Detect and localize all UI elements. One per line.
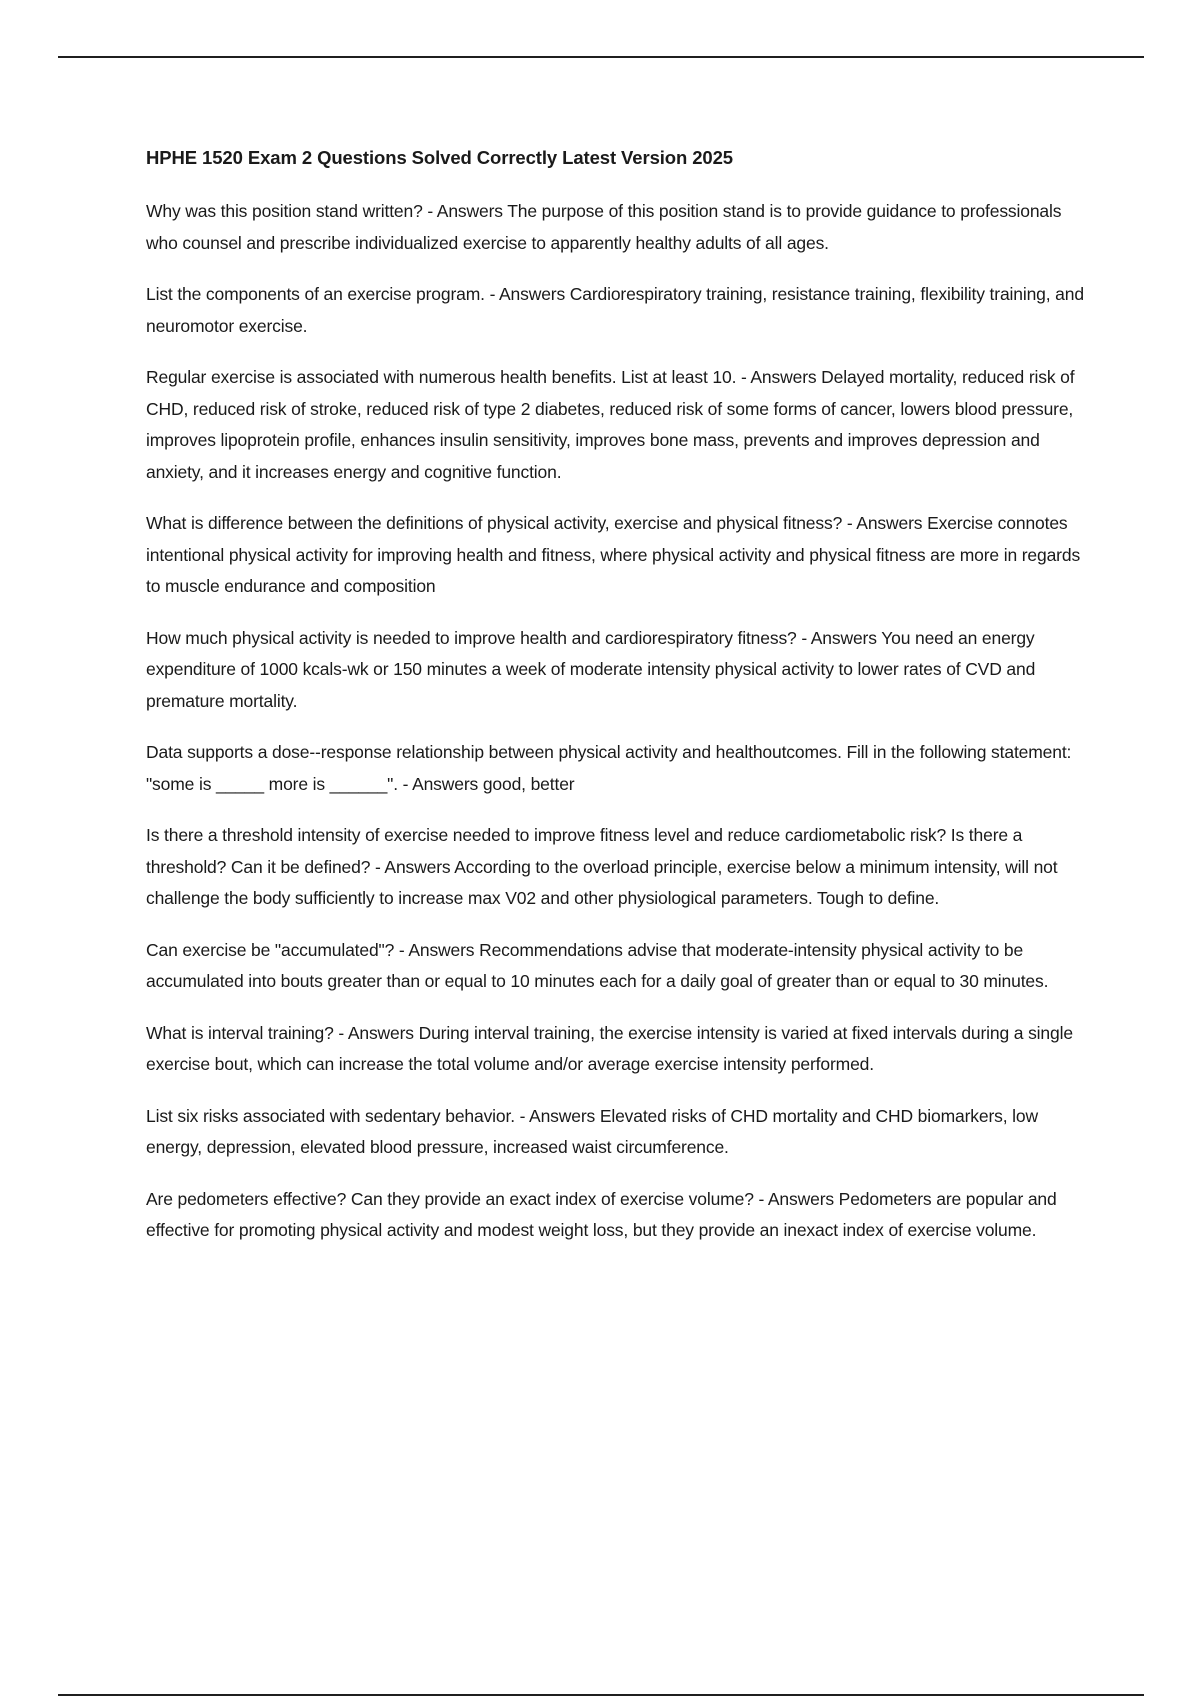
- qa-item: How much physical activity is needed to improve health and cardiorespiratory fitness? - Answers You need an energy expenditure of 1000 kcals-wk or 150 minutes a week of moderate intensity physical activity to lower rates of CVD and premature mortality.: [146, 627, 1036, 711]
- qa-item: What is difference between the definitions of physical activity, exercise and physical fitness? - Answers Exercise connotes intentional physical activity for improving health and fitness, where physical activity and physical fitness are more in regards to muscle endurance and composition: [146, 513, 1081, 596]
- qa-item: Is there a threshold intensity of exercise needed to improve fitness level and reduce cardiometabolic risk? Is there a threshold? Can it be defined? - Answers According to the overload principle, exercise below a minimum intensity, will not challenge the body sufficiently to increase max V02 and other physiological parameters. Tough to define.: [146, 825, 1058, 908]
- qa-item: List the components of an exercise program. - Answers Cardiorespiratory training, resistance training, flexibility training, and neuromotor exercise.: [146, 284, 1084, 336]
- document-body: [146, 146, 1096, 1267]
- footer-rule: [58, 1694, 1144, 1696]
- qa-item: Are pedometers effective? Can they provide an exact index of exercise volume? - Answers Pedometers are popular and effective for promoting physical activity and modest weight loss, but they provide an inexact index of exercise volume.: [146, 1188, 1057, 1240]
- header-rule: [58, 56, 1144, 58]
- qa-item: Why was this position stand written? - Answers The purpose of this position stand is to provide guidance to professionals who counsel and prescribe individualized exercise to apparently healthy adults of all ages.: [146, 201, 1062, 253]
- qa-item: Can exercise be "accumulated"? - Answers Recommendations advise that moderate-intensity physical activity to be accumulated into bouts greater than or equal to 10 minutes each for a daily goal of greater than or equal to 30 minutes.: [146, 939, 1049, 991]
- qa-item: Data supports a dose--response relationship between physical activity and healthoutcomes. Fill in the following statement: "some is _____ more is ______". - Answers good, better: [146, 742, 1072, 794]
- document-title: HPHE 1520 Exam 2 Questions Solved Correctly Latest Version 2025: [146, 147, 733, 168]
- qa-item: Regular exercise is associated with numerous health benefits. List at least 10. - Answers Delayed mortality, reduced risk of CHD, reduced risk of stroke, reduced risk of type 2 diabetes, reduced risk of some forms of cancer, lowers blood pressure, improves lipoprotein profile, enhances insulin sensitivity, improves bone mass, prevents and improves depression and anxiety, and it increases energy and cognitive function.: [146, 367, 1075, 482]
- qa-item: List six risks associated with sedentary behavior. - Answers Elevated risks of CHD mortality and CHD biomarkers, low energy, depression, elevated blood pressure, increased waist circumference.: [146, 1105, 1038, 1157]
- qa-item: What is interval training? - Answers During interval training, the exercise intensity is varied at fixed intervals during a single exercise bout, which can increase the total volume and/or average exercise intensity performed.: [146, 1022, 1073, 1074]
